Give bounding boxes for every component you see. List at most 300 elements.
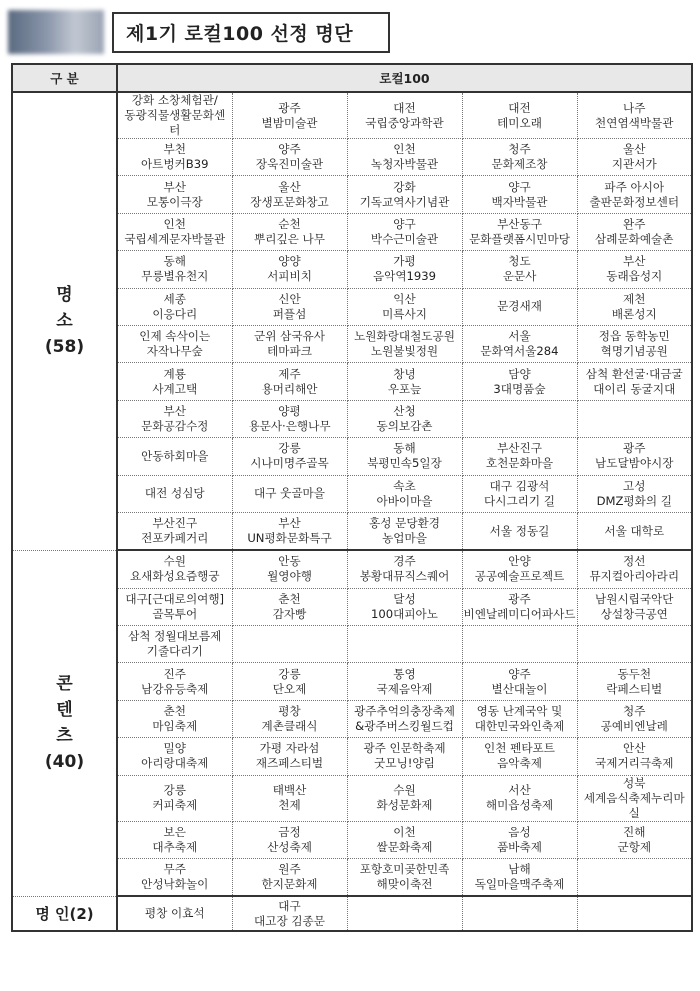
table-cell bbox=[347, 325, 462, 362]
cell-line: 양양 bbox=[278, 254, 301, 269]
table-cell bbox=[347, 700, 462, 737]
table-cell bbox=[232, 251, 347, 288]
cell-line: 창녕 bbox=[393, 366, 416, 381]
cell-line: 노원불빛정원 bbox=[370, 344, 439, 359]
table-cell bbox=[117, 700, 232, 737]
table-cell bbox=[232, 512, 347, 550]
cell-line: 서피비치 bbox=[267, 269, 312, 284]
table-cell bbox=[232, 325, 347, 362]
cell-line: UN평화문화특구 bbox=[247, 531, 332, 546]
cell-line: 보은 bbox=[163, 824, 186, 839]
cell-line: 대이리 동굴지대 bbox=[593, 381, 676, 396]
cell-line: 태백산 bbox=[272, 783, 307, 798]
table-cell bbox=[232, 663, 347, 700]
cell-line: 강화 bbox=[393, 179, 416, 194]
table-cell bbox=[232, 438, 347, 475]
cell-line: 부산 bbox=[278, 516, 301, 531]
table-cell bbox=[347, 400, 462, 437]
cell-line: 담양 bbox=[508, 366, 531, 381]
cell-line: 양구 bbox=[393, 216, 416, 231]
cell-line: 아트벙커B39 bbox=[140, 157, 209, 172]
cell-line: 쌀문화축제 bbox=[376, 839, 433, 854]
cell-line: 서울 대학로 bbox=[604, 523, 665, 538]
cell-line: 청주 bbox=[508, 142, 531, 157]
cell-line: 테마파크 bbox=[267, 344, 312, 359]
cell-line: 양구 bbox=[508, 179, 531, 194]
cell-line: 락페스티벌 bbox=[606, 681, 663, 696]
cell-line: 전포카페거리 bbox=[141, 531, 209, 546]
cell-line: 부산진구 bbox=[152, 516, 198, 531]
cell-line: 이응다리 bbox=[152, 306, 198, 321]
table-cell bbox=[232, 626, 347, 663]
cell-line: 콘 bbox=[56, 674, 73, 695]
table-cell bbox=[577, 213, 692, 250]
table-cell bbox=[117, 738, 232, 775]
cell-line: 동두천 bbox=[617, 666, 652, 681]
cell-line: 군위 삼국유사 bbox=[254, 329, 325, 344]
cell-line: 3대명품숲 bbox=[493, 381, 546, 396]
table-cell bbox=[462, 663, 577, 700]
table-cell bbox=[117, 821, 232, 858]
cell-line: 남원시립국악단 bbox=[595, 591, 674, 606]
table-cell bbox=[347, 626, 462, 663]
table-cell bbox=[577, 288, 692, 325]
cell-line: 안성낙화놀이 bbox=[141, 877, 209, 892]
cell-line: 다시그리기 길 bbox=[484, 493, 555, 508]
cell-line: 청주 bbox=[623, 704, 646, 719]
cell-line: 나주 bbox=[623, 100, 646, 115]
cell-line: 대전 성심당 bbox=[144, 486, 205, 501]
table-cell bbox=[462, 512, 577, 550]
cell-line: 파주 아시아 bbox=[604, 179, 665, 194]
cell-line: 부산 bbox=[163, 179, 186, 194]
cell-line: 성북 bbox=[623, 775, 646, 790]
cell-line: 대고장 김종문 bbox=[254, 913, 325, 928]
cell-line: 단오제 bbox=[272, 681, 307, 696]
cell-line: 별산대놀이 bbox=[491, 681, 548, 696]
cell-line: 정선 bbox=[623, 554, 646, 569]
cell-line: 계룡 bbox=[163, 366, 186, 381]
table-cell bbox=[462, 139, 577, 176]
cell-line: 동의보감촌 bbox=[376, 418, 433, 433]
cell-line: 음성 bbox=[508, 824, 531, 839]
cell-line: 달성 bbox=[393, 591, 416, 606]
cell-line: 대전 bbox=[393, 100, 416, 115]
cell-line: 봉황대뮤직스퀘어 bbox=[359, 569, 450, 584]
table-cell bbox=[577, 438, 692, 475]
table-cell bbox=[117, 251, 232, 288]
cell-line: 요새화성요즘행궁 bbox=[129, 569, 220, 584]
cell-line: 수원 bbox=[163, 554, 186, 569]
table-cell bbox=[577, 896, 692, 931]
cell-line: 통영 bbox=[393, 666, 416, 681]
table-cell bbox=[232, 738, 347, 775]
table-cell bbox=[347, 588, 462, 625]
cell-line: 진해 bbox=[623, 824, 646, 839]
cell-line: 진주 bbox=[163, 666, 186, 681]
table-cell bbox=[577, 859, 692, 897]
table-cell bbox=[232, 859, 347, 897]
table-cell bbox=[117, 139, 232, 176]
cell-line: 기독교역사기념관 bbox=[359, 194, 450, 209]
cell-line: 호천문화마을 bbox=[485, 456, 554, 471]
cell-line: 광주 인문학축제 bbox=[363, 741, 446, 756]
cell-line: 국립중앙과학관 bbox=[365, 115, 444, 130]
cell-line: 시나미명주골목 bbox=[250, 456, 329, 471]
cell-line: 평창 이효석 bbox=[144, 906, 205, 921]
table-cell bbox=[117, 588, 232, 625]
table-cell bbox=[347, 438, 462, 475]
cell-line: 우포늪 bbox=[387, 381, 422, 396]
cell-line: 부천 bbox=[163, 142, 186, 157]
table-cell bbox=[347, 139, 462, 176]
cell-line: 용문사·은행나무 bbox=[248, 418, 331, 433]
cell-line: 포항호미곶한민족 bbox=[359, 862, 450, 877]
cell-line: 모통이극장 bbox=[146, 194, 203, 209]
cell-line: 동광직물생활문화센터 bbox=[124, 108, 226, 137]
cell-line: 남도달밤야시장 bbox=[595, 456, 674, 471]
category-persons: 명 인(2) bbox=[12, 896, 117, 931]
cell-line: 소 bbox=[56, 311, 73, 332]
table-cell bbox=[577, 821, 692, 858]
table-cell bbox=[232, 550, 347, 588]
cell-line: 공예비엔날레 bbox=[600, 719, 668, 734]
table-cell bbox=[232, 213, 347, 250]
cell-line: 박수근미술관 bbox=[370, 231, 439, 246]
table-row bbox=[12, 550, 692, 588]
cell-line: 강릉 bbox=[278, 441, 301, 456]
cell-line: 마임축제 bbox=[152, 719, 198, 734]
table-cell bbox=[462, 176, 577, 213]
cell-line: 익산 bbox=[393, 291, 416, 306]
table-cell bbox=[347, 775, 462, 821]
cell-line: (58) bbox=[44, 337, 85, 358]
table-cell bbox=[577, 92, 692, 139]
table-cell bbox=[577, 512, 692, 550]
table-cell bbox=[347, 550, 462, 588]
cell-line: 대구 웃골마을 bbox=[254, 486, 325, 501]
cell-line: 금정 bbox=[278, 824, 301, 839]
cell-line: 가평 자라섬 bbox=[259, 741, 320, 756]
cell-line: 세종 bbox=[163, 291, 186, 306]
table-cell bbox=[347, 896, 462, 931]
header-category: 구 분 bbox=[12, 64, 117, 92]
page-title: 제1기 로컬100 선정 명단 bbox=[112, 12, 390, 53]
table-cell bbox=[462, 475, 577, 512]
cell-line: 운문사 bbox=[502, 269, 537, 284]
table-cell bbox=[462, 775, 577, 821]
table-cell bbox=[347, 176, 462, 213]
cell-line: 음악역1939 bbox=[372, 269, 437, 284]
table-row-persons bbox=[12, 896, 692, 931]
table-cell bbox=[577, 738, 692, 775]
cell-line: 고성 bbox=[623, 478, 646, 493]
cell-line: 재즈페스티벌 bbox=[255, 756, 324, 771]
cell-line: 비엔날레미디어파사드 bbox=[463, 606, 576, 621]
cell-line: 경주 bbox=[393, 554, 416, 569]
table-cell bbox=[462, 821, 577, 858]
cell-line: 월영야행 bbox=[267, 569, 312, 584]
local100-table bbox=[11, 63, 693, 932]
table-cell bbox=[117, 626, 232, 663]
cell-line: 가평 bbox=[393, 254, 416, 269]
category-contents bbox=[12, 550, 117, 896]
cell-line: 장생포문화창고 bbox=[250, 194, 329, 209]
cell-line: 미륵사지 bbox=[382, 306, 427, 321]
table-cell bbox=[117, 512, 232, 550]
table-row bbox=[12, 92, 692, 139]
cell-line: 대구 bbox=[278, 898, 301, 913]
cell-line: 춘천 bbox=[163, 704, 186, 719]
cell-line: 100대피아노 bbox=[371, 606, 438, 621]
table-cell bbox=[577, 400, 692, 437]
table-cell bbox=[462, 859, 577, 897]
cell-line: 삼척 정월대보름제 bbox=[128, 629, 222, 644]
cell-line: 백자박물관 bbox=[491, 194, 548, 209]
cell-line: 대한민국와인축제 bbox=[474, 719, 565, 734]
cell-line: 테미오래 bbox=[497, 115, 542, 130]
cell-line: &광주버스킹월드컵 bbox=[355, 719, 454, 734]
cell-line: 홍성 문당환경 bbox=[369, 516, 440, 531]
cell-line: 국제음악제 bbox=[376, 681, 433, 696]
table-cell bbox=[462, 400, 577, 437]
cell-line: 동래읍성지 bbox=[606, 269, 663, 284]
cell-line: 대구[근대로의여행] bbox=[125, 591, 225, 606]
cell-line: 제주 bbox=[278, 366, 301, 381]
table-cell bbox=[462, 626, 577, 663]
cell-line: 커피축제 bbox=[152, 798, 198, 813]
table-cell bbox=[232, 821, 347, 858]
table-cell bbox=[462, 363, 577, 400]
table-cell bbox=[347, 512, 462, 550]
cell-line: 울산 bbox=[278, 179, 301, 194]
cell-line: 인천 펜타포트 bbox=[484, 741, 555, 756]
cell-line: 강릉 bbox=[163, 783, 186, 798]
table-cell bbox=[347, 92, 462, 139]
table-cell bbox=[347, 251, 462, 288]
table-cell bbox=[232, 92, 347, 139]
table-cell bbox=[232, 176, 347, 213]
table-cell bbox=[117, 663, 232, 700]
cell-line: 천연염색박물관 bbox=[595, 115, 674, 130]
cell-line: 안동하회마을 bbox=[141, 448, 209, 463]
cell-line: 광주 bbox=[623, 441, 646, 456]
cell-line: 광주 bbox=[508, 591, 531, 606]
cell-line: 문화제조창 bbox=[491, 157, 548, 172]
table-cell bbox=[462, 700, 577, 737]
table-cell bbox=[117, 213, 232, 250]
table-cell bbox=[347, 663, 462, 700]
table-cell bbox=[347, 288, 462, 325]
table-cell bbox=[117, 325, 232, 362]
cell-line: 신안 bbox=[278, 291, 301, 306]
cell-line: 강화 소창체험관/ bbox=[131, 93, 218, 107]
cell-line: 문화역서울284 bbox=[480, 344, 559, 359]
cell-line: 제천 bbox=[623, 291, 646, 306]
cell-line: 청도 bbox=[508, 254, 531, 269]
table-cell bbox=[117, 775, 232, 821]
cell-line: 부산 bbox=[163, 403, 186, 418]
cell-line: 뿌리깊은 나무 bbox=[254, 231, 325, 246]
cell-line: 굿모닝!양림 bbox=[374, 756, 435, 771]
table-cell bbox=[577, 363, 692, 400]
table-cell bbox=[347, 213, 462, 250]
cell-line: 춘천 bbox=[278, 591, 301, 606]
cell-line: 용머리해안 bbox=[261, 381, 318, 396]
cell-line: 원주 bbox=[278, 862, 301, 877]
cell-line: 속초 bbox=[393, 478, 416, 493]
cell-line: 산성축제 bbox=[267, 839, 312, 854]
table-cell bbox=[462, 92, 577, 139]
cell-line: 부산 bbox=[623, 254, 646, 269]
cell-line: 수원 bbox=[393, 783, 416, 798]
cell-line: 대구 김광석 bbox=[489, 478, 550, 493]
cell-line: 골목투어 bbox=[152, 606, 198, 621]
cell-line: 공공예술프로젝트 bbox=[474, 569, 565, 584]
cell-line: 자작나무숲 bbox=[146, 344, 203, 359]
table-cell bbox=[577, 325, 692, 362]
cell-line: 서울 bbox=[508, 329, 531, 344]
cell-line: 츠 bbox=[56, 726, 73, 747]
cell-line: 인천 bbox=[163, 216, 186, 231]
table-cell bbox=[117, 176, 232, 213]
cell-line: 안양 bbox=[508, 554, 531, 569]
cell-line: 완주 bbox=[623, 216, 646, 231]
cell-line: 인제 속삭이는 bbox=[139, 329, 211, 344]
category-places bbox=[12, 92, 117, 550]
cell-line: 삼례문화예술촌 bbox=[595, 231, 674, 246]
cell-line: (40) bbox=[44, 752, 85, 773]
table-cell bbox=[347, 475, 462, 512]
table-cell bbox=[462, 588, 577, 625]
cell-line: 문경새재 bbox=[497, 299, 542, 314]
table-cell bbox=[117, 363, 232, 400]
cell-line: 양평 bbox=[278, 403, 301, 418]
table-cell bbox=[117, 438, 232, 475]
table-cell bbox=[577, 626, 692, 663]
redacted-logo bbox=[8, 10, 104, 54]
table-cell bbox=[462, 213, 577, 250]
cell-line: 지관서가 bbox=[611, 157, 657, 172]
cell-line: 동해 bbox=[163, 254, 186, 269]
table-cell bbox=[232, 363, 347, 400]
cell-line: 출판문화정보센터 bbox=[589, 194, 680, 209]
cell-line: 문화플랫폼시민마당 bbox=[469, 231, 570, 246]
cell-line: 사계고택 bbox=[152, 381, 198, 396]
table-cell bbox=[577, 176, 692, 213]
cell-line: 밀양 bbox=[163, 741, 186, 756]
table-cell bbox=[232, 400, 347, 437]
cell-line: 한지문화제 bbox=[261, 877, 318, 892]
cell-line: 인천 bbox=[393, 142, 416, 157]
table-cell bbox=[232, 896, 347, 931]
table-cell bbox=[577, 251, 692, 288]
table-cell bbox=[577, 550, 692, 588]
table-cell bbox=[232, 139, 347, 176]
table-cell bbox=[232, 475, 347, 512]
cell-line: 품바축제 bbox=[497, 839, 542, 854]
table-cell bbox=[577, 775, 692, 821]
cell-line: 삼척 환선굴·대금굴 bbox=[585, 366, 683, 381]
table-cell bbox=[117, 475, 232, 512]
cell-line: 아리랑대축제 bbox=[141, 756, 209, 771]
cell-line: 해미읍성축제 bbox=[485, 798, 554, 813]
cell-line: 무릉별유천지 bbox=[141, 269, 209, 284]
cell-line: 이천 bbox=[393, 824, 416, 839]
cell-line: 장욱진미술관 bbox=[255, 157, 324, 172]
cell-line: 음악축제 bbox=[497, 756, 542, 771]
cell-line: 안산 bbox=[623, 741, 646, 756]
cell-line: 녹청자박물관 bbox=[370, 157, 439, 172]
cell-line: 무주 bbox=[163, 862, 186, 877]
table-cell bbox=[347, 738, 462, 775]
cell-line: 해맞이축전 bbox=[376, 877, 433, 892]
cell-line: 광주추억의충장축제 bbox=[354, 704, 455, 719]
cell-line: 혁명기념공원 bbox=[600, 344, 668, 359]
table-cell bbox=[462, 288, 577, 325]
cell-line: DMZ평화의 길 bbox=[596, 493, 672, 508]
table-cell bbox=[117, 400, 232, 437]
cell-line: 계촌클래식 bbox=[261, 719, 318, 734]
header-local100: 로컬100 bbox=[117, 64, 692, 92]
cell-line: 광주 bbox=[278, 100, 301, 115]
cell-line: 감자빵 bbox=[272, 606, 307, 621]
table-cell bbox=[577, 475, 692, 512]
cell-line: 농업마을 bbox=[382, 531, 427, 546]
cell-line: 평창 bbox=[278, 704, 301, 719]
table-cell bbox=[117, 288, 232, 325]
cell-line: 강릉 bbox=[278, 666, 301, 681]
cell-line: 대추축제 bbox=[152, 839, 198, 854]
table-cell bbox=[232, 588, 347, 625]
cell-line: 양주 bbox=[278, 142, 301, 157]
cell-line: 남강유등축제 bbox=[141, 681, 209, 696]
cell-line: 군항제 bbox=[617, 839, 652, 854]
cell-line: 북평민속5일장 bbox=[367, 456, 442, 471]
table-cell bbox=[347, 821, 462, 858]
cell-line: 안동 bbox=[278, 554, 301, 569]
table-cell bbox=[347, 859, 462, 897]
cell-line: 순천 bbox=[278, 216, 301, 231]
table-cell bbox=[462, 550, 577, 588]
cell-line: 별밤미술관 bbox=[261, 115, 318, 130]
cell-line: 대전 bbox=[508, 100, 531, 115]
cell-line: 기줄다리기 bbox=[146, 644, 203, 659]
cell-line: 뮤지컬아리아라리 bbox=[589, 569, 680, 584]
cell-line: 국립세계문자박물관 bbox=[124, 231, 226, 246]
cell-line: 서산 bbox=[508, 783, 531, 798]
cell-line: 텐 bbox=[56, 700, 73, 721]
table-cell bbox=[117, 859, 232, 897]
cell-line: 명 bbox=[56, 285, 73, 306]
cell-line: 남해 bbox=[508, 862, 531, 877]
table-cell bbox=[462, 896, 577, 931]
cell-line: 산청 bbox=[393, 403, 416, 418]
cell-line: 국제거리극축제 bbox=[595, 756, 674, 771]
cell-line: 세계음식축제누리마실 bbox=[583, 790, 685, 820]
table-cell bbox=[577, 139, 692, 176]
table-cell bbox=[232, 288, 347, 325]
table-header-row bbox=[12, 64, 692, 92]
cell-line: 상설창극공연 bbox=[600, 606, 668, 621]
cell-line: 부산진구 bbox=[497, 441, 542, 456]
cell-line: 부산동구 bbox=[497, 216, 542, 231]
table-cell bbox=[577, 663, 692, 700]
table-cell bbox=[117, 896, 232, 931]
cell-line: 노원화랑대철도공원 bbox=[354, 329, 455, 344]
cell-line: 퍼플섬 bbox=[272, 306, 307, 321]
cell-line: 양주 bbox=[508, 666, 531, 681]
